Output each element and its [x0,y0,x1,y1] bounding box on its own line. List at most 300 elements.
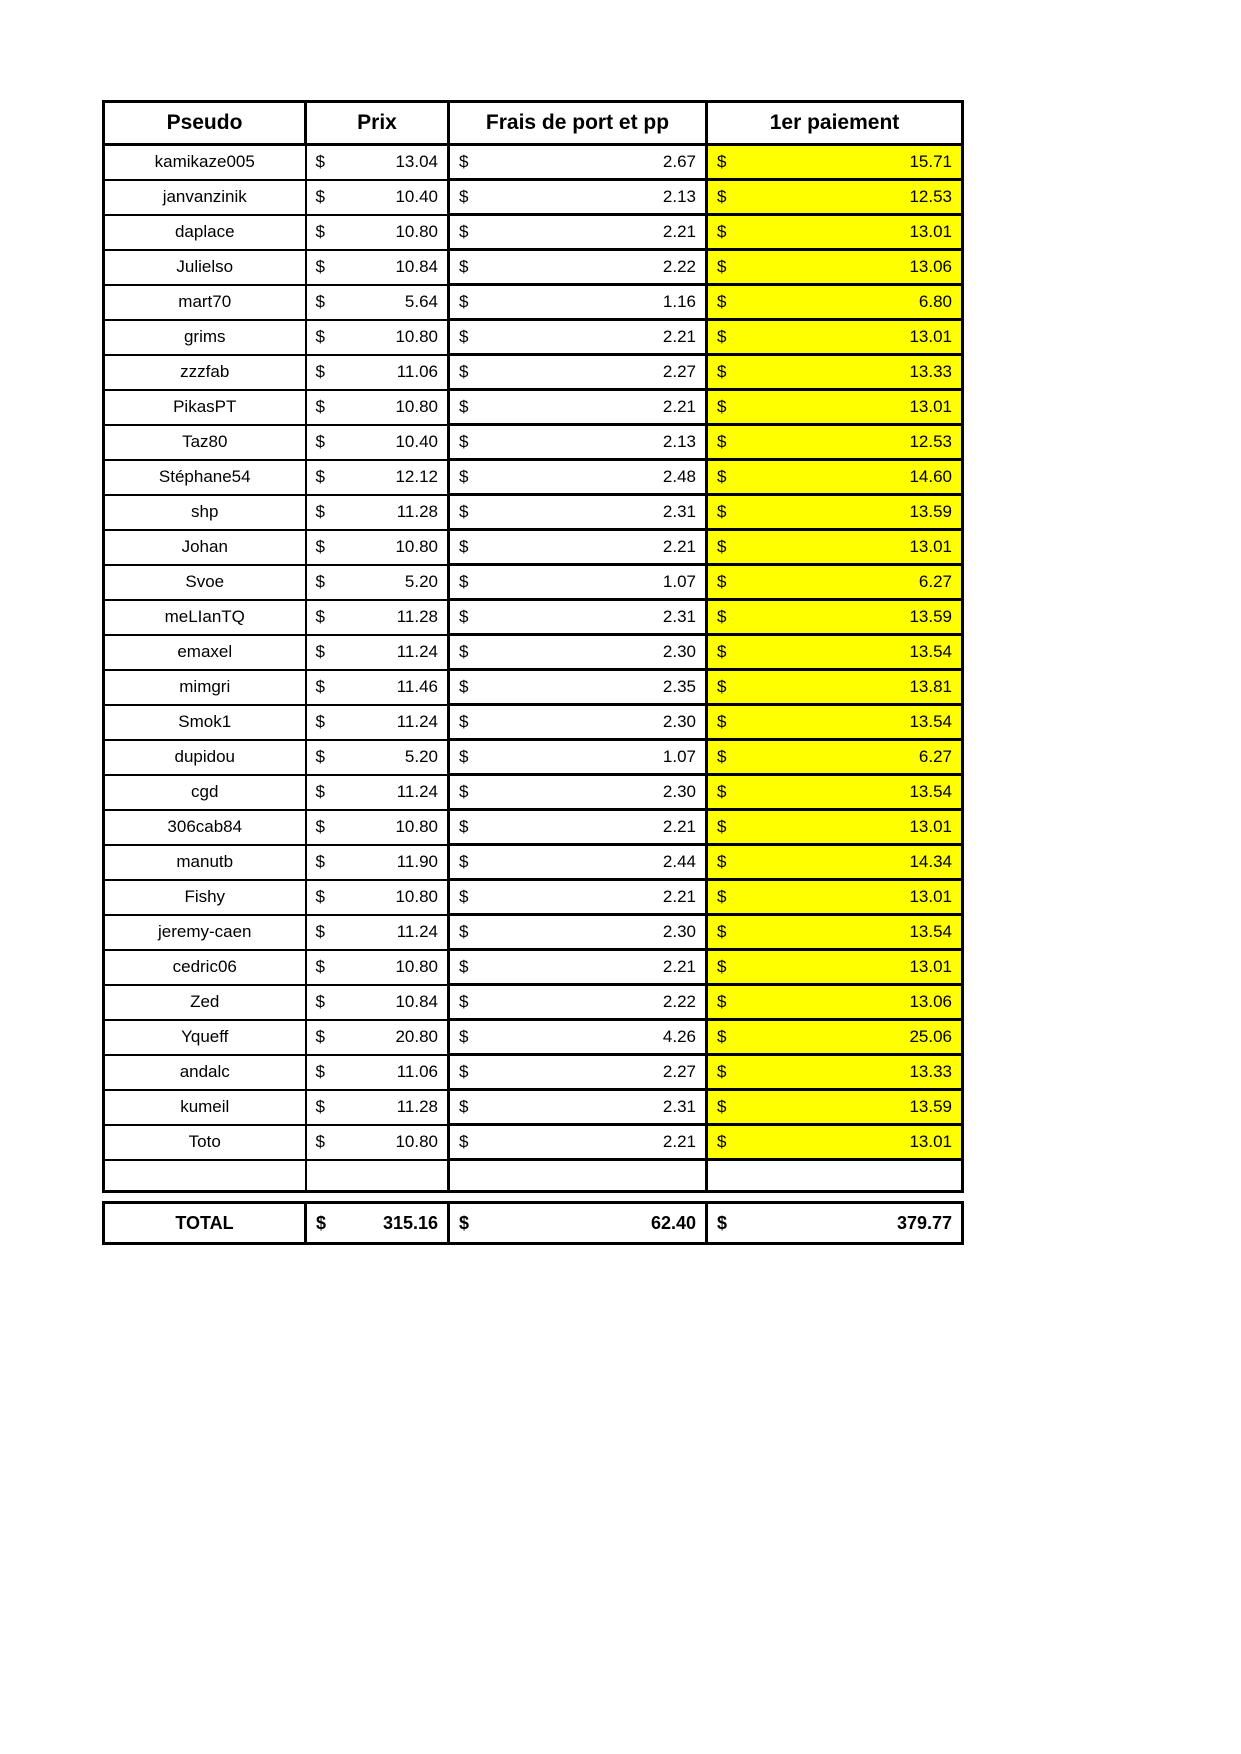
frais-cell [449,390,707,425]
frais-cell-value: 2.21 [662,1132,696,1151]
pseudo-cell: PikasPT [104,390,306,425]
table-row [104,985,963,1020]
prix-cell [306,285,449,320]
prix-cell [306,705,449,740]
dollar-sign: $ [717,1132,727,1151]
total-gap [102,1193,964,1201]
frais-cell-value: 2.21 [662,397,696,416]
frais-cell [449,250,707,285]
pseudo-cell: andalc [104,1055,306,1090]
dollar-sign: $ [459,257,469,276]
dollar-sign: $ [717,922,727,941]
table-row [104,460,963,495]
dollar-sign: $ [717,852,727,871]
dollar-sign: $ [459,1062,469,1081]
paiement-cell-value: 13.01 [909,537,952,556]
paiement-cell [707,705,963,740]
prix-cell [306,355,449,390]
prix-cell-value: 20.80 [395,1027,438,1046]
frais-cell [449,1055,707,1090]
dollar-sign: $ [459,747,469,766]
pseudo-cell: Zed [104,985,306,1020]
dollar-sign: $ [459,537,469,556]
paiement-cell [707,530,963,565]
dollar-sign: $ [459,642,469,661]
paiement-cell-value: 6.27 [918,572,952,591]
total-row [104,1203,963,1244]
paiement-cell-value: 12.53 [909,432,952,451]
prix-cell-value: 10.80 [395,397,438,416]
prix-cell-value: 5.64 [404,292,438,311]
paiement-cell-value: 13.06 [909,257,952,276]
dollar-sign: $ [717,572,727,591]
prix-cell-value: 11.46 [396,677,438,696]
dollar-sign: $ [315,1062,325,1081]
table-row [104,1055,963,1090]
prix-cell [306,950,449,985]
paiement-cell [707,425,963,460]
pseudo-cell: manutb [104,845,306,880]
table-row [104,565,963,600]
prix-cell-value: 11.90 [396,852,438,871]
prix-cell [306,320,449,355]
frais-cell-value: 2.13 [662,432,696,451]
header-paiement: 1er paiement [707,102,963,145]
frais-cell-value: 2.30 [662,642,696,661]
pseudo-cell: mimgri [104,670,306,705]
paiement-cell-value: 13.33 [909,362,952,381]
frais-cell-value: 2.21 [662,887,696,906]
dollar-sign: $ [315,817,325,836]
frais-cell [449,425,707,460]
frais-cell-value: 2.35 [662,677,696,696]
frais-cell-value: 1.16 [662,292,696,311]
paiement-cell [707,565,963,600]
dollar-sign: $ [717,887,727,906]
empty-row [104,1160,963,1192]
prix-cell [306,390,449,425]
paiement-cell [707,495,963,530]
dollar-sign: $ [459,957,469,976]
paiement-cell-value: 6.80 [918,292,952,311]
dollar-sign: $ [717,1062,727,1081]
prix-cell [306,460,449,495]
prix-cell [306,565,449,600]
table-row [104,915,963,950]
prix-cell [306,1055,449,1090]
dollar-sign: $ [717,432,727,451]
dollar-sign: $ [717,677,727,696]
frais-cell-value: 2.22 [662,992,696,1011]
prix-cell [306,810,449,845]
dollar-sign: $ [459,362,469,381]
dollar-sign: $ [315,467,325,486]
pseudo-cell: daplace [104,215,306,250]
paiement-cell [707,600,963,635]
frais-cell-value: 2.31 [662,502,696,521]
prix-cell [306,1125,449,1160]
pseudo-cell: Svoe [104,565,306,600]
frais-cell [449,1020,707,1055]
header-row [104,102,963,145]
dollar-sign: $ [717,607,727,626]
dollar-sign: $ [717,222,727,241]
prix-cell-value: 10.40 [395,432,438,451]
dollar-sign: $ [717,642,727,661]
paiement-cell [707,250,963,285]
empty-prix-cell [306,1160,449,1192]
dollar-sign: $ [315,222,325,241]
paiement-cell-value: 13.01 [909,1132,952,1151]
paiement-cell-value: 6.27 [918,747,952,766]
frais-cell-value: 2.27 [662,362,696,381]
paiement-cell-value: 13.33 [909,1062,952,1081]
prix-cell [306,985,449,1020]
dollar-sign: $ [315,922,325,941]
total-label: TOTAL [104,1203,306,1244]
dollar-sign: $ [717,747,727,766]
paiement-cell [707,1090,963,1125]
pseudo-cell: jeremy-caen [104,915,306,950]
frais-cell-value: 2.27 [662,1062,696,1081]
paiement-cell [707,915,963,950]
paiement-cell [707,460,963,495]
paiement-cell-value: 14.60 [909,467,952,486]
frais-cell-value: 1.07 [662,747,696,766]
table-row [104,285,963,320]
table-row [104,670,963,705]
prix-cell-value: 10.80 [395,1132,438,1151]
frais-cell [449,880,707,915]
prix-cell-value: 11.24 [396,782,438,801]
dollar-sign: $ [459,712,469,731]
dollar-sign: $ [315,677,325,696]
dollar-sign: $ [316,1212,327,1233]
paiement-cell [707,670,963,705]
paiement-cell [707,985,963,1020]
pseudo-cell: Julielso [104,250,306,285]
frais-cell-value: 2.21 [662,817,696,836]
dollar-sign: $ [315,292,325,311]
dollar-sign: $ [717,257,727,276]
prix-cell-value: 11.28 [396,502,438,521]
paiement-cell [707,180,963,215]
frais-cell-value: 2.21 [662,222,696,241]
pseudo-cell: Taz80 [104,425,306,460]
prix-cell-value: 11.24 [396,712,438,731]
prix-cell-value: 12.12 [395,467,438,486]
total-prix-value: 315.16 [382,1212,438,1233]
table-row [104,880,963,915]
prix-cell [306,600,449,635]
pseudo-cell: shp [104,495,306,530]
frais-cell [449,950,707,985]
dollar-sign: $ [717,712,727,731]
pseudo-cell: zzzfab [104,355,306,390]
dollar-sign: $ [315,992,325,1011]
table-row [104,320,963,355]
table-row [104,600,963,635]
dollar-sign: $ [315,432,325,451]
dollar-sign: $ [459,1212,470,1233]
paiement-cell [707,845,963,880]
empty-paiement-cell [707,1160,963,1192]
dollar-sign: $ [459,467,469,486]
header-frais: Frais de port et pp [449,102,707,145]
frais-cell-value: 2.21 [662,957,696,976]
frais-cell [449,460,707,495]
table-row [104,950,963,985]
paiement-cell [707,1055,963,1090]
dollar-sign: $ [459,992,469,1011]
paiement-cell [707,880,963,915]
dollar-sign: $ [459,1027,469,1046]
prix-cell-value: 5.20 [404,572,438,591]
prix-cell [306,1090,449,1125]
table-row [104,390,963,425]
prix-cell [306,530,449,565]
paiement-cell-value: 13.06 [909,992,952,1011]
paiement-cell [707,215,963,250]
frais-cell [449,985,707,1020]
prix-cell [306,670,449,705]
paiement-cell [707,355,963,390]
table-row [104,705,963,740]
prix-cell-value: 10.80 [395,817,438,836]
table-row [104,215,963,250]
dollar-sign: $ [315,607,325,626]
frais-cell [449,145,707,180]
dollar-sign: $ [315,397,325,416]
prix-cell-value: 10.40 [395,187,438,206]
totals-table [102,1201,964,1245]
prix-cell-value: 11.24 [396,922,438,941]
dollar-sign: $ [717,817,727,836]
paiement-cell-value: 13.54 [909,922,952,941]
prix-cell-value: 10.84 [395,992,438,1011]
table-row [104,740,963,775]
frais-cell [449,180,707,215]
frais-cell [449,565,707,600]
frais-cell [449,285,707,320]
pseudo-cell: Yqueff [104,1020,306,1055]
paiement-cell-value: 25.06 [909,1027,952,1046]
pseudo-cell: Fishy [104,880,306,915]
frais-cell-value: 2.21 [662,327,696,346]
dollar-sign: $ [315,362,325,381]
frais-cell [449,740,707,775]
frais-cell [449,1125,707,1160]
payments-sheet [102,100,964,1245]
dollar-sign: $ [315,1027,325,1046]
paiement-cell-value: 13.59 [909,1097,952,1116]
frais-cell [449,775,707,810]
paiement-cell-value: 13.59 [909,502,952,521]
dollar-sign: $ [315,537,325,556]
prix-cell [306,495,449,530]
dollar-sign: $ [459,292,469,311]
dollar-sign: $ [315,187,325,206]
prix-cell [306,915,449,950]
table-row [104,810,963,845]
paiement-cell-value: 13.01 [909,957,952,976]
dollar-sign: $ [459,782,469,801]
prix-cell [306,180,449,215]
header-pseudo: Pseudo [104,102,306,145]
table-row [104,775,963,810]
frais-cell-value: 4.26 [662,1027,696,1046]
dollar-sign: $ [717,292,727,311]
dollar-sign: $ [459,1132,469,1151]
dollar-sign: $ [315,502,325,521]
table-row [104,1125,963,1160]
total-paiement-value: 379.77 [896,1212,952,1233]
table-row [104,845,963,880]
paiement-cell-value: 13.81 [909,677,952,696]
dollar-sign: $ [459,187,469,206]
frais-cell [449,530,707,565]
paiement-cell [707,390,963,425]
pseudo-cell: kumeil [104,1090,306,1125]
prix-cell-value: 10.80 [395,957,438,976]
dollar-sign: $ [717,782,727,801]
paiement-cell-value: 12.53 [909,187,952,206]
paiement-cell-value: 14.34 [909,852,952,871]
pseudo-cell: cgd [104,775,306,810]
prix-cell-value: 11.06 [396,1062,438,1081]
empty-pseudo-cell [104,1160,306,1192]
table-row [104,425,963,460]
dollar-sign: $ [717,1212,728,1233]
dollar-sign: $ [459,327,469,346]
frais-cell-value: 2.30 [662,782,696,801]
dollar-sign: $ [717,1097,727,1116]
frais-cell [449,705,707,740]
pseudo-cell: grims [104,320,306,355]
frais-cell [449,810,707,845]
paiement-cell [707,950,963,985]
header-prix: Prix [306,102,449,145]
pseudo-cell: 306cab84 [104,810,306,845]
dollar-sign: $ [315,887,325,906]
paiement-cell [707,1020,963,1055]
table-row [104,530,963,565]
table-row [104,145,963,180]
table-row [104,180,963,215]
table-row [104,355,963,390]
dollar-sign: $ [315,782,325,801]
frais-cell [449,495,707,530]
paiement-cell-value: 13.54 [909,642,952,661]
dollar-sign: $ [459,607,469,626]
paiement-cell [707,320,963,355]
dollar-sign: $ [459,152,469,171]
paiement-cell [707,145,963,180]
total-frais-cell [449,1203,707,1244]
dollar-sign: $ [459,852,469,871]
dollar-sign: $ [459,677,469,696]
empty-frais-cell [449,1160,707,1192]
prix-cell-value: 11.24 [396,642,438,661]
paiement-cell-value: 13.01 [909,397,952,416]
frais-cell-value: 2.44 [662,852,696,871]
paiement-cell [707,810,963,845]
dollar-sign: $ [315,152,325,172]
frais-cell [449,355,707,390]
dollar-sign: $ [459,1097,469,1116]
pseudo-cell: emaxel [104,635,306,670]
dollar-sign: $ [717,1027,727,1046]
frais-cell [449,845,707,880]
frais-cell-value: 1.07 [662,572,696,591]
frais-cell [449,320,707,355]
frais-cell [449,600,707,635]
dollar-sign: $ [459,817,469,836]
frais-cell-value: 2.31 [662,607,696,626]
dollar-sign: $ [459,397,469,416]
prix-cell-value: 10.80 [395,327,438,346]
prix-cell-value: 10.80 [395,887,438,906]
dollar-sign: $ [717,537,727,556]
paiement-cell-value: 13.54 [909,782,952,801]
frais-cell-value: 2.48 [662,467,696,486]
frais-cell-value: 2.30 [662,922,696,941]
prix-cell [306,250,449,285]
table-row [104,1090,963,1125]
paiement-cell [707,635,963,670]
paiement-cell-value: 13.01 [909,887,952,906]
dollar-sign: $ [315,957,325,976]
frais-cell-value: 2.30 [662,712,696,731]
pseudo-cell: Stéphane54 [104,460,306,495]
frais-cell-value: 2.31 [662,1097,696,1116]
frais-cell [449,1090,707,1125]
frais-cell [449,915,707,950]
dollar-sign: $ [717,362,727,381]
dollar-sign: $ [717,187,727,206]
frais-cell-value: 2.67 [662,152,696,171]
total-frais-value: 62.40 [650,1212,696,1233]
dollar-sign: $ [717,327,727,346]
dollar-sign: $ [315,1132,325,1151]
dollar-sign: $ [459,502,469,521]
dollar-sign: $ [459,887,469,906]
prix-cell [306,1020,449,1055]
prix-cell-value: 11.28 [396,1097,438,1116]
prix-cell [306,740,449,775]
paiement-cell [707,740,963,775]
dollar-sign: $ [315,712,325,731]
prix-cell [306,635,449,670]
table-row [104,495,963,530]
pseudo-cell: janvanzinik [104,180,306,215]
dollar-sign: $ [459,922,469,941]
paiement-cell-value: 13.01 [909,817,952,836]
dollar-sign: $ [717,957,727,976]
prix-cell [306,145,449,180]
pseudo-cell: dupidou [104,740,306,775]
pseudo-cell: Smok1 [104,705,306,740]
dollar-sign: $ [315,572,325,591]
frais-cell-value: 2.22 [662,257,696,276]
total-paiement-cell [707,1203,963,1244]
dollar-sign: $ [315,327,325,346]
prix-cell [306,845,449,880]
dollar-sign: $ [459,572,469,591]
paiement-cell [707,285,963,320]
prix-cell [306,425,449,460]
prix-cell [306,215,449,250]
